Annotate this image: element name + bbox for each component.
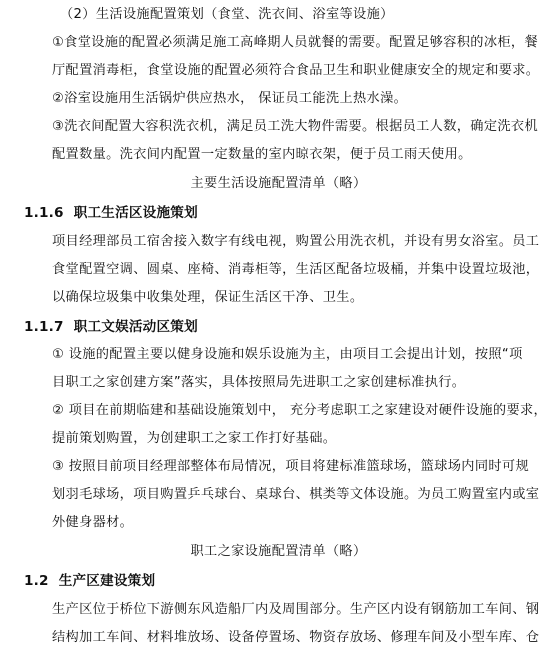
paragraph-line: 项目经理部员工宿舍接入数字有线电视，购置公用洗衣机，并设有男女浴室。员工: [52, 234, 540, 249]
paragraph-line: 划羽毛球场，项目购置乒乓球台、桌球台、棋类等文体设施。为员工购置室内或室: [52, 487, 540, 502]
paragraph-line: 外健身器材。: [52, 515, 134, 530]
paragraph-line: ③洗衣间配置大容积洗衣机，满足员工洗大物件需要。根据员工人数，确定洗衣机: [52, 119, 538, 134]
subheading-living-facilities: （2）生活设施配置策划（食堂、洗衣间、浴室等设施）: [60, 7, 394, 22]
paragraph-line: 结构加工车间、材料堆放场、设备停置场、物资存放场、修理车间及小型车库、仓: [52, 630, 540, 645]
paragraph-line: ①食堂设施的配置必须满足施工高峰期人员就餐的需要。配置足够容积的冰柜，餐: [52, 35, 538, 50]
paragraph-line: 厅配置消毒柜，食堂设施的配置必须符合食品卫生和职业健康安全的规定和要求。: [52, 63, 540, 78]
paragraph-line: ② 项目在前期临建和基础设施策划中， 充分考虑职工之家建设对硬件设施的要求，: [52, 403, 548, 418]
paragraph-line: 配置数量。洗衣间内配置一定数量的室内晾衣架，便于员工雨天使用。: [52, 147, 472, 162]
section-number: 1.2: [24, 573, 49, 589]
section-heading-1-1-7: [24, 318, 198, 336]
section-title: 职工生活区设施策划: [73, 205, 198, 221]
paragraph-line: 食堂配置空调、圆桌、座椅、消毒柜等，生活区配备垃圾桶，并集中设置垃圾池，: [52, 262, 540, 277]
section-number: 1.1.7: [24, 319, 64, 335]
paragraph-line: 以确保垃圾集中收集处理，保证生活区干净、卫生。: [52, 290, 364, 305]
section-heading-1-2: [24, 572, 155, 590]
section-title: 职工文娱活动区策划: [73, 319, 198, 335]
list-caption: 职工之家设施配置清单（略）: [190, 544, 367, 559]
section-heading-1-1-6: [24, 204, 198, 222]
section-number: 1.1.6: [24, 205, 64, 221]
paragraph-line: ③ 按照目前项目经理部整体布局情况，项目将建标准篮球场，篮球场内同时可规: [52, 459, 529, 474]
paragraph-line: ②浴室设施用生活锅炉供应热水， 保证员工能洗上热水澡。: [52, 91, 408, 106]
paragraph-line: 生产区位于桥位下游侧东风造船厂内及周围部分。生产区内设有钢筋加工车间、钢: [52, 602, 540, 617]
section-title: 生产区建设策划: [58, 573, 156, 589]
paragraph-line: 目职工之家创建方案”落实，具体按照局先进职工之家创建标准执行。: [52, 375, 466, 390]
paragraph-line: 提前策划购置，为创建职工之家工作打好基础。: [52, 431, 337, 446]
list-caption: 主要生活设施配置清单（略）: [190, 176, 367, 191]
paragraph-line: ① 设施的配置主要以健身设施和娱乐设施为主，由项目工会提出计划，按照“项: [52, 347, 523, 362]
